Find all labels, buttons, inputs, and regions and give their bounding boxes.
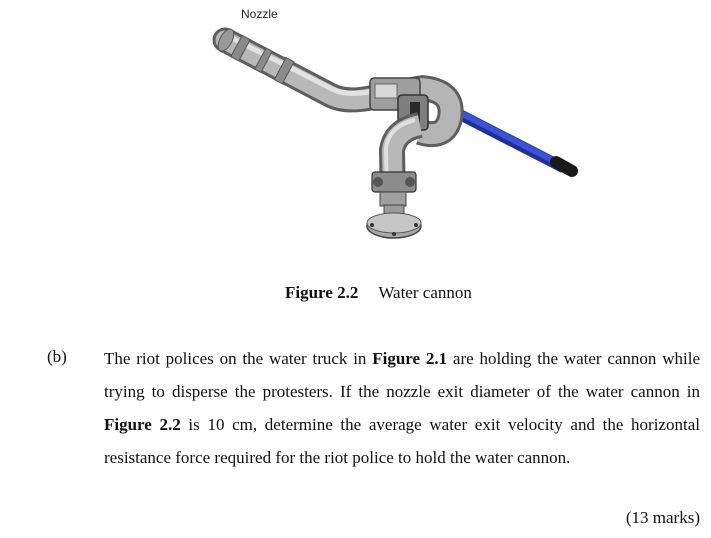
nozzle-label: Nozzle (241, 7, 278, 21)
question-text (104, 342, 700, 474)
question-text-part: are holding the water cannon while trying to disperse the protesters. If the nozzle exit diameter of the water cannon in (104, 349, 700, 401)
question-text-part: The riot polices on the water truck in (104, 349, 373, 368)
marks-allocation: (13 marks) (625, 508, 700, 527)
figure-reference: Figure 2.1 (372, 349, 448, 368)
figure-reference: Figure 2.2 (104, 415, 181, 434)
handle-icon (455, 110, 572, 171)
base-flange-icon (367, 205, 421, 238)
caption-text: Water cannon (378, 283, 472, 302)
question-label: (b) (47, 347, 67, 366)
question-text-part: is 10 cm, determine the average water exit velocity and the horizontal resistance force required for the riot police to hold the water cannon. (104, 415, 700, 467)
riser-pipe-icon (372, 120, 420, 206)
figure-caption (285, 283, 472, 303)
caption-number: Figure 2.2 (285, 283, 359, 302)
